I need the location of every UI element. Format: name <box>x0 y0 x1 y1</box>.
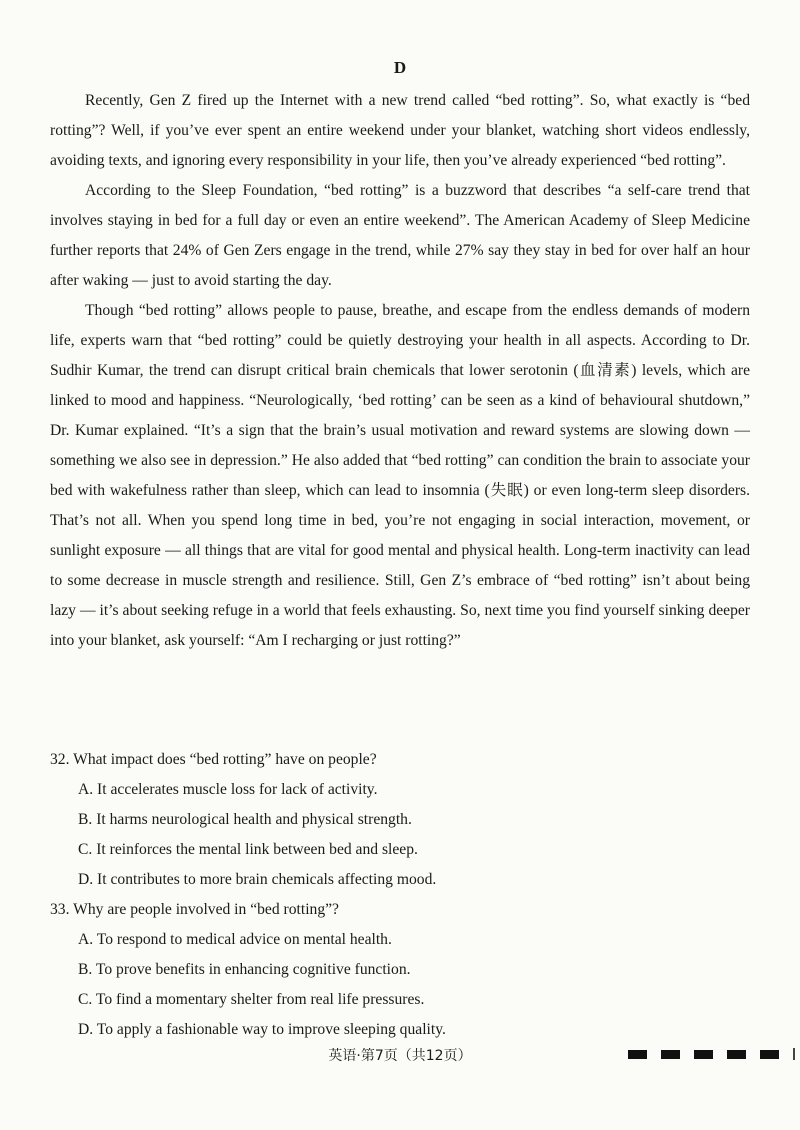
option-a[interactable]: A. To respond to medical advice on mental health. <box>78 931 392 948</box>
option-b[interactable]: B. To prove benefits in enhancing cognitive function. <box>78 961 411 978</box>
alignment-mark <box>628 1050 647 1059</box>
paragraph-3: Though “bed rotting” allows people to pause, breathe, and escape from the endless demands of modern life, experts warn that “bed rotting” could be quietly destroying your health in all aspects. According to Dr. Sudhir Kumar, the trend can disrupt critical brain chemicals that lower serotonin (血清素) levels, which are linked to mood and happiness. “Neurologically, ‘bed rotting’ can be seen as a kind of behavioural shutdown,” Dr. Kumar explained. “It’s a sign that the brain’s usual motivation and reward systems are slowing down — something we also see in depression.” He also added that “bed rotting” can condition the brain to associate your bed with wakefulness rather than sleep, which can lead to insomnia (失眠) or even long-term sleep disorders. That’s not all. When you spend long time in bed, you’re not engaging in social interaction, movement, or sunlight exposure — all things that are vital for good mental and physical health. Long-term inactivity can lead to some decrease in muscle strength and resilience. Still, Gen Z’s embrace of “bed rotting” isn’t about being lazy — it’s about seeking refuge in a world that feels exhausting. So, next time you find yourself sinking deeper into your blanket, ask yourself: “Am I recharging or just rotting?” <box>50 302 750 649</box>
alignment-mark <box>694 1050 713 1059</box>
alignment-marks <box>628 1050 779 1059</box>
answer-options <box>50 775 750 895</box>
question-33 <box>50 895 750 1045</box>
section-heading: D <box>393 58 407 77</box>
question-list <box>50 745 750 1045</box>
alignment-mark <box>760 1050 779 1059</box>
question-stem: 32. What impact does “bed rotting” have on people? <box>50 751 377 768</box>
option-d[interactable]: D. To apply a fashionable way to improve sleeping quality. <box>78 1021 446 1038</box>
alignment-mark <box>661 1050 680 1059</box>
edge-tick <box>793 1048 795 1060</box>
option-b[interactable]: B. It harms neurological health and physical strength. <box>78 811 412 828</box>
option-c[interactable]: C. To find a momentary shelter from real life pressures. <box>78 991 425 1008</box>
option-d[interactable]: D. It contributes to more brain chemicals affecting mood. <box>78 871 437 888</box>
reading-passage <box>50 86 750 656</box>
option-c[interactable]: C. It reinforces the mental link between bed and sleep. <box>78 841 418 858</box>
answer-options <box>50 925 750 1045</box>
question-stem: 33. Why are people involved in “bed rotting”? <box>50 901 339 918</box>
page-footer: 英语·第7页（共12页） <box>328 1048 472 1064</box>
question-32 <box>50 745 750 895</box>
paragraph-1: Recently, Gen Z fired up the Internet with a new trend called “bed rotting”. So, what exactly is “bed rotting”? Well, if you’ve ever spent an entire weekend under your blanket, watching short videos endlessly, avoiding texts, and ignoring every responsibility in your life, then you’ve already experienced “bed rotting”. <box>50 92 750 169</box>
paragraph-2: According to the Sleep Foundation, “bed rotting” is a buzzword that describes “a self-care trend that involves staying in bed for a full day or even an entire weekend”. The American Academy of Sleep Medicine further reports that 24% of Gen Zers engage in the trend, while 27% say they stay in bed for over half an hour after waking — just to avoid starting the day. <box>50 182 750 289</box>
alignment-mark <box>727 1050 746 1059</box>
option-a[interactable]: A. It accelerates muscle loss for lack of activity. <box>78 781 378 798</box>
